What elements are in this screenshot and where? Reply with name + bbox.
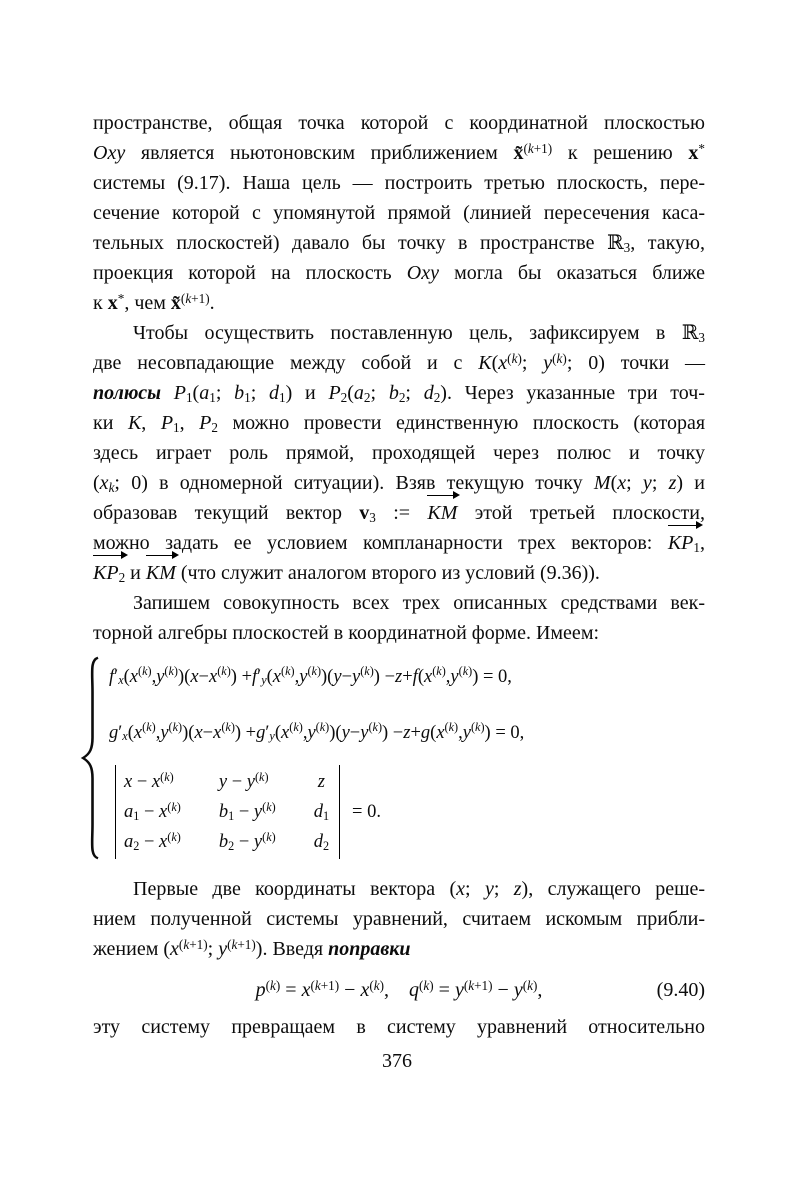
text-line: образовав текущий вектор $v_3$ := KM этой третьей плоскости, — [93, 498, 705, 528]
text-line: полюсы $P_1(a_1$; $b_1$; $d_1$) и $P_2(a_2$; $b_2$; $d_2$). Через указанные три точ- — [93, 382, 705, 406]
matrix-cell: z — [317, 772, 325, 792]
equation-9-40 — [93, 968, 705, 1012]
matrix-cell: $b_2 - y^{(k)}$ — [218, 830, 276, 854]
text-line: здесь играет роль прямой, проходящей через полюс и точку — [93, 442, 705, 464]
equation-tangent-plane-f: f ′ $_x$ ( x $^{(k )}$ , y $^{(k )}$ )( x − x $^{(k )}$ ) + f ′ $_y$ ( x $^{(k )}$ , y $^{(k )}$ )( y − y $^{(k )}$ ) − z + f ( x $^{(k )}$ , y $^{(k )}$ ) = 0, — [109, 664, 512, 688]
text-line: торной алгебры плоскостей в координатной форме. Имеем: — [93, 622, 600, 644]
text-line: пространстве, общая точка которой с координатной плоскостью — [93, 112, 705, 134]
text-line: можно задать ее условием компланарности трех векторов: $KP_1$, — [93, 528, 705, 558]
equation-system — [93, 656, 705, 860]
text-line: Чтобы осуществить поставленную цель, зафиксируем в ℝ$_3$ — [133, 322, 705, 346]
matrix-cell: $d_1$ — [313, 802, 330, 824]
text-line: две несовпадающие между собой и с $K(x^{(k)}$; $y^{(k)}$; 0) точки — — [93, 350, 705, 374]
matrix-cell: $a_1 - x^{(k)}$ — [124, 800, 181, 824]
paragraph-1 — [93, 108, 705, 318]
paragraph-3 — [93, 588, 705, 648]
text-line: Oxy является ньютоновским приближением x̃$^{(k+1)}$ к решению x* — [93, 140, 705, 164]
matrix-cell: $a_2 - x^{(k)}$ — [124, 830, 181, 854]
matrix-cell: $d_2$ — [313, 832, 330, 854]
paragraph-2 — [93, 318, 705, 588]
matrix-cell: $b_1 - y^{(k)}$ — [218, 800, 276, 824]
paragraph-5 — [93, 1012, 705, 1042]
equation-9-40-body: $p^{(k)} = x^{(k+1)} - x^{(k)}$, $q^{(k)} = y^{(k+1)} - y^{(k)}$, — [255, 977, 543, 1001]
matrix-cell: $y - y^{(k)}$ — [218, 770, 269, 792]
text-line: проекция которой на плоскость Oxy могла бы оказаться ближе — [93, 262, 705, 284]
matrix-cell: $x - x^{(k)}$ — [124, 770, 174, 792]
text-line: системы (9.17). Наша цель — построить третью плоскость, пере- — [93, 172, 705, 194]
determinant-matrix — [115, 765, 340, 859]
equation-tangent-plane-g: g ′ $_x$ ( x $^{(k )}$ , y $^{(k )}$ )( x − x $^{(k )}$ ) + g ′ $_y$ ( x $^{(k )}$ , y $^{(k )}$ )( y − y $^{(k )}$ ) − z + g ( x $^{(k )}$ , y $^{(k )}$ ) = 0, — [109, 720, 525, 744]
equation-number: (9.40) — [656, 979, 705, 1001]
text-line: эту систему превращаем в систему уравнений относительно — [93, 1016, 705, 1038]
text-line: сечение которой с упомянутой прямой (линией пересечения каса- — [93, 202, 705, 224]
text-line: ки K, $P_1$, $P_2$ можно провести единственную плоскость (которая — [93, 412, 706, 436]
text-line: к x*, чем x̃$^{(k+1)}$. — [93, 290, 215, 314]
text-line: Первые две координаты вектора (x; y; z), служащего реше- — [133, 878, 706, 900]
page-number: 376 — [382, 1050, 412, 1072]
text-line: жением ($x^{(k+1)}$; $y^{(k+1)}$). Введя поправки — [93, 936, 411, 960]
paragraph-4 — [93, 874, 705, 964]
text-line: $KP_2$ и KM (что служит аналогом второго из условий (9.36)). — [93, 558, 705, 588]
determinant-equals-zero: = 0. — [352, 802, 381, 822]
text-line: ($x_k$; 0) в одномерной ситуации). Взяв текущую точку M(x; y; z) и — [93, 472, 705, 496]
page-text-block — [93, 108, 705, 1042]
determinant-equation — [115, 764, 705, 860]
text-line: Запишем совокупность всех трех описанных средствами век- — [133, 592, 705, 614]
text-line: тельных плоскостей) давало бы точку в пространстве ℝ$_3$, такую, — [93, 232, 705, 256]
text-line: нием полученной системы уравнений, считаем искомым прибли- — [93, 908, 705, 930]
system-curly-brace — [79, 656, 99, 860]
